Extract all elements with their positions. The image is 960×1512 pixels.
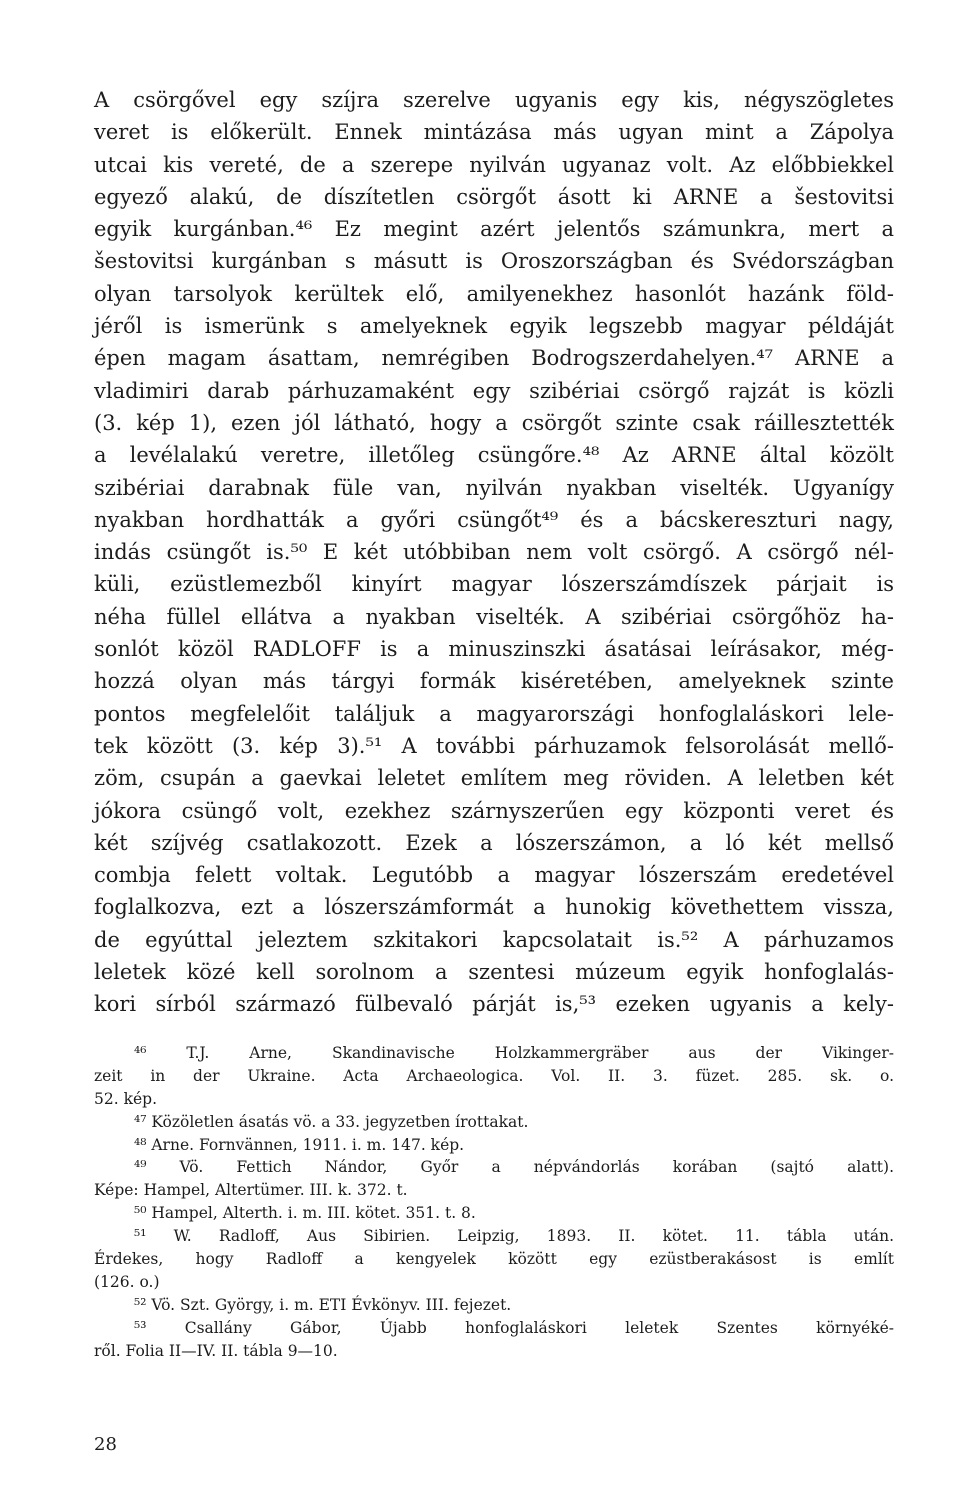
body-line-9: épen magam ásattam, nemrégiben Bodrogszerdahelyen.⁴⁷ ARNE a xyxy=(94,346,894,371)
body-line-2: veret is előkerült. Ennek mintázása más ugyan mint a Zápolya xyxy=(94,120,894,145)
body-line-11: (3. kép 1), ezen jól látható, hogy a csörgőt szinte csak ráillesztették xyxy=(94,410,894,435)
footnote-line-7: Képe: Hampel, Altertümer. III. k. 372. t. xyxy=(94,1181,408,1200)
body-line-19: hozzá olyan más tárgyi formák kiséretében, amelyeknek szinte xyxy=(94,669,894,694)
body-line-25: combja felett voltak. Legutóbb a magyar lószerszám eredetével xyxy=(94,863,894,888)
body-line-23: jókora csüngő volt, ezekhez szárnyszerűen egy központi veret és xyxy=(94,798,894,823)
footnote-line-5: ⁴⁸ Arne. Fornvännen, 1911. i. m. 147. kép. xyxy=(134,1135,465,1154)
footnotes xyxy=(94,1042,894,1362)
footnote-line-10: Érdekes, hogy Radloff a kengyelek között egy ezüstberakásost is említ xyxy=(94,1250,894,1269)
body-line-15: indás csüngőt is.⁵⁰ E két utóbbiban nem volt csörgő. A csörgő nél- xyxy=(94,540,894,565)
body-line-8: jéről is ismerünk s amelyeknek egyik legszebb magyar példáját xyxy=(94,314,894,339)
body-line-12: a levélalakú veretre, illetőleg csüngőre.⁴⁸ Az ARNE által közölt xyxy=(94,443,894,468)
body-line-1: A csörgővel egy szíjra szerelve ugyanis egy kis, négyszögletes xyxy=(94,88,894,112)
footnote-line-2: zeit in der Ukraine. Acta Archaeologica. Vol. II. 3. füzet. 285. sk. o. xyxy=(94,1066,894,1085)
footnote-line-4: ⁴⁷ Közöletlen ásatás vö. a 33. jegyzetben írottakat. xyxy=(134,1112,529,1131)
body-line-13: szibériai darabnak füle van, nyilván nyakban viselték. Ugyanígy xyxy=(94,475,894,500)
body-line-14: nyakban hordhatták a győri csüngőt⁴⁹ és a bácskereszturi nagy, xyxy=(94,507,894,532)
footnote-line-11: (126. o.) xyxy=(94,1272,160,1291)
body-line-26: foglalkozva, ezt a lószerszámformát a hunokig követhettem vissza, xyxy=(94,895,894,920)
body-line-6: šestovitsi kurgánban s másutt is Oroszországban és Svédországban xyxy=(94,249,894,274)
body-line-24: két szíjvég csatlakozott. Ezek a lószerszámon, a ló két mellső xyxy=(94,830,894,855)
footnote-line-1: ⁴⁶ T.J. Arne, Skandinavische Holzkammergräber aus der Vikinger- xyxy=(134,1044,894,1062)
body-line-16: küli, ezüstlemezből kinyírt magyar lószerszámdíszek párjait is xyxy=(94,572,894,597)
body-line-17: néha füllel ellátva a nyakban viselték. A szibériai csörgőhöz ha- xyxy=(94,604,894,629)
body-line-5: egyik kurgánban.⁴⁶ Ez megint azért jelentős számunkra, mert a xyxy=(94,217,894,242)
footnote-line-13: ⁵³ Csallány Gábor, Újabb honfoglaláskori leletek Szentes környéké- xyxy=(134,1318,894,1337)
body-line-21: tek között (3. kép 3).⁵¹ A további párhuzamok felsorolását mellő- xyxy=(94,733,894,758)
main-text xyxy=(94,84,894,1021)
body-line-4: egyező alakú, de díszítetlen csörgőt ásott ki ARNE a šestovitsi xyxy=(94,184,894,209)
body-line-7: olyan tarsolyok kerültek elő, amilyenekhez hasonlót hazánk föld- xyxy=(94,281,894,306)
footnote-line-9: ⁵¹ W. Radloff, Aus Sibirien. Leipzig, 1893. II. kötet. 11. tábla után. xyxy=(134,1227,894,1246)
body-line-27: de egyúttal jeleztem szkitakori kapcsolatait is.⁵² A párhuzamos xyxy=(94,927,894,952)
footnote-line-3: 52. kép. xyxy=(94,1089,157,1108)
body-line-3: utcai kis vereté, de a szerepe nyilván ugyanaz volt. Az előbbiekkel xyxy=(94,152,894,177)
footnote-line-8: ⁵⁰ Hampel, Alterth. i. m. III. kötet. 351. t. 8. xyxy=(134,1204,476,1223)
footnote-line-6: ⁴⁹ Vö. Fettich Nándor, Győr a népvándorlás korában (sajtó alatt). xyxy=(134,1158,894,1177)
footnote-line-14: ről. Folia II—IV. II. tábla 9—10. xyxy=(94,1341,338,1360)
body-line-29: kori sírból származó fülbevaló párját is,⁵³ ezeken ugyanis a kely- xyxy=(94,992,894,1017)
body-line-18: sonlót közöl RADLOFF is a minuszinszki ásatásai leírásakor, még- xyxy=(94,637,894,662)
body-line-28: leletek közé kell sorolnom a szentesi múzeum egyik honfoglalás- xyxy=(94,960,894,985)
body-line-20: pontos megfelelőit találjuk a magyarországi honfoglaláskori lele- xyxy=(94,701,894,726)
body-line-22: zöm, csupán a gaevkai leletet említem meg röviden. A leletben két xyxy=(94,766,894,791)
footnote-line-12: ⁵² Vö. Szt. György, i. m. ETI Évkönyv. III. fejezet. xyxy=(134,1295,512,1314)
body-line-10: vladimiri darab párhuzamaként egy szibériai csörgő rajzát is közli xyxy=(94,378,894,403)
page-number: 28 xyxy=(94,1434,117,1455)
